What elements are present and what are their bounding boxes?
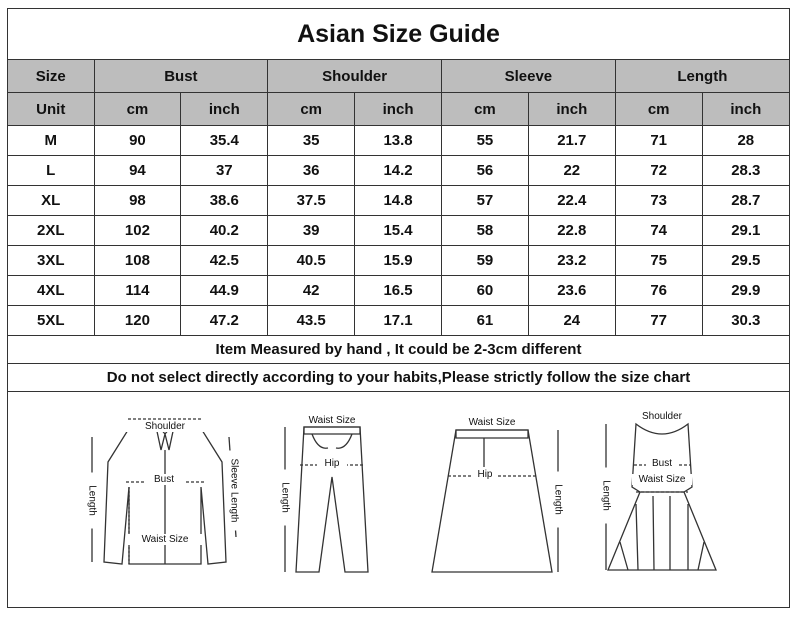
unit-cell: inch (528, 93, 615, 126)
value-cell: 76 (615, 276, 702, 306)
page-title: Asian Size Guide (8, 9, 789, 60)
value-cell: 60 (442, 276, 529, 306)
unit-cell: cm (442, 93, 529, 126)
value-cell: 57 (442, 186, 529, 216)
size-cell: L (8, 156, 94, 186)
table-row (8, 246, 789, 276)
garment-diagrams (8, 392, 789, 600)
value-cell: 37.5 (268, 186, 355, 216)
value-cell: 39 (268, 216, 355, 246)
header-bust: Bust (94, 60, 268, 93)
value-cell: 28.3 (702, 156, 789, 186)
shirt-bust-label: Bust (144, 474, 184, 485)
note-follow-chart: Do not select directly according to your habits,Please strictly follow the size chart (8, 364, 789, 392)
value-cell: 21.7 (528, 126, 615, 156)
value-cell: 77 (615, 306, 702, 336)
header-row-units (8, 93, 789, 126)
value-cell: 120 (94, 306, 181, 336)
value-cell: 72 (615, 156, 702, 186)
header-row-groups (8, 60, 789, 93)
value-cell: 29.1 (702, 216, 789, 246)
value-cell: 23.6 (528, 276, 615, 306)
table-row (8, 156, 789, 186)
value-cell: 35 (268, 126, 355, 156)
header-unit: Unit (8, 93, 94, 126)
header-sleeve: Sleeve (442, 60, 616, 93)
size-cell: XL (8, 186, 94, 216)
value-cell: 24 (528, 306, 615, 336)
dress-bust-label: Bust (646, 458, 678, 469)
dress-waist-label: Waist Size (632, 474, 692, 485)
value-cell: 94 (94, 156, 181, 186)
value-cell: 73 (615, 186, 702, 216)
value-cell: 28.7 (702, 186, 789, 216)
value-cell: 44.9 (181, 276, 268, 306)
unit-cell: inch (181, 93, 268, 126)
value-cell: 22.4 (528, 186, 615, 216)
value-cell: 75 (615, 246, 702, 276)
dress-length-label: Length (601, 468, 612, 524)
unit-cell: cm (268, 93, 355, 126)
header-size: Size (8, 60, 94, 93)
size-cell: M (8, 126, 94, 156)
skirt-length-label: Length (553, 472, 564, 528)
value-cell: 42.5 (181, 246, 268, 276)
pants-waist-label: Waist Size (292, 415, 372, 426)
value-cell: 59 (442, 246, 529, 276)
size-table (8, 60, 789, 336)
pants-length-label: Length (280, 470, 291, 526)
value-cell: 47.2 (181, 306, 268, 336)
value-cell: 22.8 (528, 216, 615, 246)
value-cell: 56 (442, 156, 529, 186)
value-cell: 74 (615, 216, 702, 246)
size-cell: 4XL (8, 276, 94, 306)
shirt-waist-label: Waist Size (126, 534, 204, 545)
skirt-waist-label: Waist Size (452, 417, 532, 428)
skirt-hip-label: Hip (473, 469, 497, 480)
unit-cell: inch (702, 93, 789, 126)
shirt-sleeve-label: Sleeve Length (229, 451, 240, 531)
value-cell: 36 (268, 156, 355, 186)
value-cell: 37 (181, 156, 268, 186)
value-cell: 30.3 (702, 306, 789, 336)
value-cell: 114 (94, 276, 181, 306)
value-cell: 43.5 (268, 306, 355, 336)
value-cell: 98 (94, 186, 181, 216)
size-cell: 5XL (8, 306, 94, 336)
value-cell: 58 (442, 216, 529, 246)
value-cell: 38.6 (181, 186, 268, 216)
pants-hip-label: Hip (317, 458, 347, 469)
value-cell: 15.4 (355, 216, 442, 246)
value-cell: 22 (528, 156, 615, 186)
value-cell: 16.5 (355, 276, 442, 306)
table-row (8, 126, 789, 156)
value-cell: 29.9 (702, 276, 789, 306)
value-cell: 40.5 (268, 246, 355, 276)
value-cell: 61 (442, 306, 529, 336)
value-cell: 23.2 (528, 246, 615, 276)
size-cell: 2XL (8, 216, 94, 246)
dress-shoulder-label: Shoulder (630, 411, 694, 422)
value-cell: 15.9 (355, 246, 442, 276)
shirt-length-label: Length (87, 473, 98, 529)
table-row (8, 186, 789, 216)
value-cell: 14.8 (355, 186, 442, 216)
value-cell: 40.2 (181, 216, 268, 246)
size-cell: 3XL (8, 246, 94, 276)
table-row (8, 216, 789, 246)
value-cell: 13.8 (355, 126, 442, 156)
value-cell: 14.2 (355, 156, 442, 186)
value-cell: 71 (615, 126, 702, 156)
unit-cell: cm (94, 93, 181, 126)
note-measured: Item Measured by hand , It could be 2-3cm different (8, 336, 789, 364)
header-shoulder: Shoulder (268, 60, 442, 93)
value-cell: 29.5 (702, 246, 789, 276)
value-cell: 102 (94, 216, 181, 246)
shirt-shoulder-label: Shoulder (120, 421, 210, 432)
table-row (8, 276, 789, 306)
unit-cell: cm (615, 93, 702, 126)
value-cell: 35.4 (181, 126, 268, 156)
value-cell: 17.1 (355, 306, 442, 336)
value-cell: 90 (94, 126, 181, 156)
size-guide-sheet (7, 8, 790, 608)
unit-cell: inch (355, 93, 442, 126)
value-cell: 42 (268, 276, 355, 306)
header-length: Length (615, 60, 789, 93)
value-cell: 55 (442, 126, 529, 156)
value-cell: 108 (94, 246, 181, 276)
value-cell: 28 (702, 126, 789, 156)
table-row (8, 306, 789, 336)
